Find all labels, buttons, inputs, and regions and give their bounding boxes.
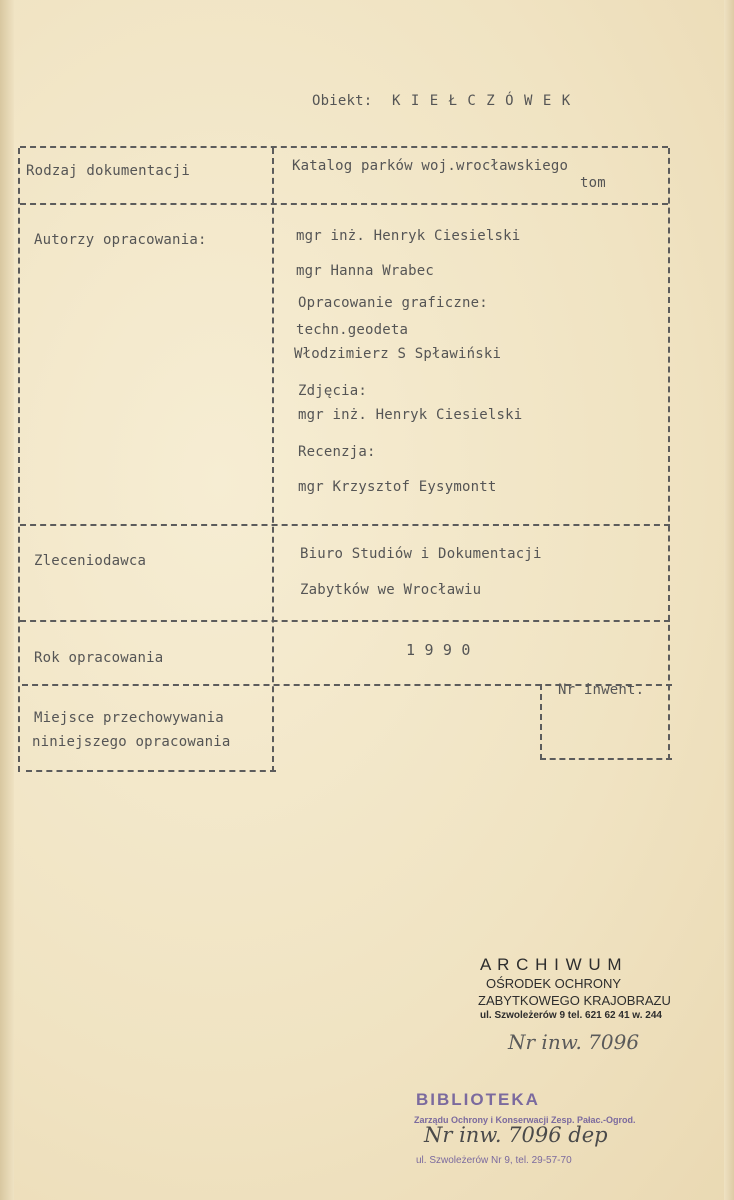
library-stamp-title: BIBLIOTEKA [416, 1090, 540, 1109]
value-reviewer: mgr Krzysztof Eysymontt [298, 479, 497, 495]
table-right-border [668, 148, 670, 760]
archive-stamp-line1: OŚRODEK OCHRONY [486, 976, 622, 991]
object-name: K I E Ł C Z Ó W E K [392, 93, 572, 109]
value-year: 1 9 9 0 [406, 641, 471, 659]
row-divider-2 [20, 524, 670, 526]
value-photos-label: Zdjęcia: [298, 383, 368, 399]
table-bottom-border-right [540, 758, 672, 760]
row-divider-1 [20, 203, 668, 205]
value-documentation-type: Katalog parków woj.wrocławskiego [292, 158, 569, 174]
value-client-2: Zabytków we Wrocławiu [300, 582, 482, 598]
library-handwritten-number: Nr inw. 7096 dep [424, 1123, 608, 1147]
row-divider-3 [20, 620, 670, 622]
label-year: Rok opracowania [34, 650, 164, 666]
label-documentation-type: Rodzaj dokumentacji [26, 163, 190, 179]
value-graphics-label: Opracowanie graficzne: [298, 295, 488, 311]
archive-stamp-line2: ZABYTKOWEGO KRAJOBRAZU [478, 993, 671, 1008]
inventory-column-divider [540, 684, 542, 760]
value-author-1: mgr inż. Henryk Ciesielski [296, 228, 521, 244]
table-bottom-border-left [26, 770, 276, 772]
library-stamp-line2: ul. Szwoleżerów Nr 9, tel. 29-57-70 [416, 1155, 572, 1166]
table-left-border [18, 148, 20, 772]
value-volume: tom [580, 175, 606, 191]
archive-handwritten-number: Nr inw. 7096 [508, 1030, 640, 1054]
value-author-2: mgr Hanna Wrabec [296, 263, 435, 279]
value-graphics-title: techn.geodeta [296, 322, 409, 338]
archive-stamp-title: A R C H I W U M [480, 955, 623, 974]
label-storage-1: Miejsce przechowywania [34, 710, 224, 726]
archive-stamp-line3: ul. Szwoleżerów 9 tel. 621 62 41 w. 244 [480, 1010, 662, 1021]
label-client: Zleceniodawca [34, 553, 147, 569]
value-graphics-author: Włodzimierz S Spławiński [294, 346, 502, 362]
label-authors: Autorzy opracowania: [34, 232, 207, 248]
value-review-label: Recenzja: [298, 444, 376, 460]
value-photos-author: mgr inż. Henryk Ciesielski [298, 407, 523, 423]
value-client-1: Biuro Studiów i Dokumentacji [300, 546, 542, 562]
paper-right-edge [724, 0, 734, 1200]
object-label: Obiekt: [312, 93, 373, 109]
paper-left-edge [0, 0, 14, 1200]
table-top-border [20, 146, 668, 148]
library-stamp-line1: Zarządu Ochrony i Konserwacji Zesp. Pałac.-Ogrod. [414, 1115, 636, 1125]
column-divider [272, 148, 274, 772]
label-inventory: Nr inwent. [558, 682, 645, 698]
label-storage-2: niniejszego opracowania [32, 734, 231, 750]
